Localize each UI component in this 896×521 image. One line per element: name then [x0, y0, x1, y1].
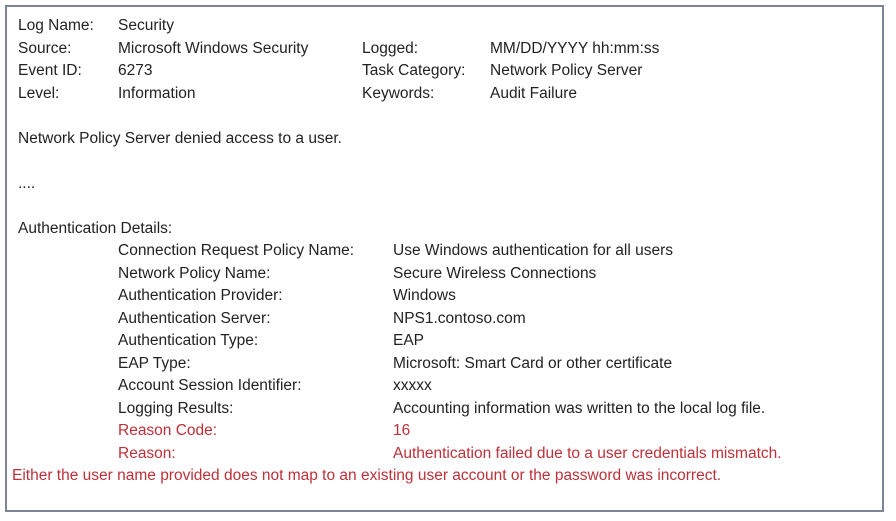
field-value: Network Policy Server	[490, 62, 643, 79]
detail-value: NPS1.contoso.com	[393, 309, 526, 327]
indent	[18, 353, 118, 376]
field-label: Keywords:	[362, 84, 435, 102]
header-row-source	[18, 38, 876, 61]
indent	[18, 263, 118, 286]
detail-row	[18, 285, 876, 308]
detail-row	[18, 308, 876, 331]
field-label	[362, 15, 490, 38]
detail-label: Network Policy Name:	[118, 264, 271, 282]
detail-row	[18, 375, 876, 398]
detail-row	[18, 240, 876, 263]
detail-row	[18, 353, 876, 376]
detail-value: 16	[393, 422, 411, 439]
indent	[18, 420, 118, 443]
detail-row-reason-code	[18, 420, 876, 443]
field-value: Audit Failure	[490, 84, 578, 102]
detail-label: Reason Code:	[118, 422, 218, 439]
detail-value: Microsoft: Smart Card or other certificate	[393, 354, 673, 372]
detail-value: EAP	[393, 332, 425, 349]
indent	[18, 285, 118, 308]
detail-row	[18, 330, 876, 353]
indent	[18, 240, 118, 263]
event-detail-box	[5, 5, 884, 512]
detail-label: EAP Type:	[118, 354, 191, 372]
indent	[18, 398, 118, 421]
field-label: Task Category:	[362, 62, 466, 79]
detail-label: Connection Request Policy Name:	[118, 242, 355, 259]
blank-line	[12, 150, 876, 173]
detail-value: Authentication failed due to a user credentials mismatch.	[393, 444, 782, 462]
header-row-level	[18, 83, 876, 106]
field-label: Level:	[18, 84, 60, 102]
field-value	[490, 15, 876, 38]
field-value: Security	[118, 17, 174, 34]
blank-line	[12, 105, 876, 128]
detail-label: Authentication Type:	[118, 332, 259, 349]
field-label: Source:	[18, 39, 72, 57]
detail-label: Authentication Provider:	[118, 287, 283, 304]
auth-details-title: Authentication Details:	[18, 219, 173, 237]
blank-line	[12, 195, 876, 218]
field-value: Microsoft Windows Security	[118, 39, 309, 57]
event-detail-content	[7, 7, 882, 488]
field-value: Information	[118, 84, 196, 102]
detail-row-reason	[18, 443, 876, 466]
error-footer-text: Either the user name provided does not map to an existing user account or the password was incorrect.	[12, 467, 722, 484]
header-row-event-id	[18, 60, 876, 83]
detail-value: xxxxx	[393, 377, 432, 394]
indent	[18, 330, 118, 353]
indent	[18, 308, 118, 331]
field-label: Logged:	[362, 39, 419, 57]
field-value: MM/DD/YYYY hh:mm:ss	[490, 39, 660, 57]
detail-row	[18, 398, 876, 421]
indent	[18, 375, 118, 398]
header-row-log-name	[18, 15, 876, 38]
detail-label: Reason:	[118, 444, 176, 462]
detail-value: Secure Wireless Connections	[393, 264, 597, 282]
indent	[18, 443, 118, 466]
detail-label: Logging Results:	[118, 399, 234, 417]
detail-row	[18, 263, 876, 286]
ellipsis-text: ....	[18, 174, 36, 192]
detail-label: Account Session Identifier:	[118, 377, 302, 394]
detail-value: Windows	[393, 287, 456, 304]
field-value: 6273	[118, 62, 153, 79]
event-description: Network Policy Server denied access to a user.	[18, 129, 342, 147]
detail-value: Accounting information was written to the local log file.	[393, 399, 766, 417]
field-label: Event ID:	[18, 62, 82, 79]
field-label: Log Name:	[18, 17, 94, 34]
detail-label: Authentication Server:	[118, 309, 271, 327]
detail-value: Use Windows authentication for all users	[393, 242, 673, 259]
